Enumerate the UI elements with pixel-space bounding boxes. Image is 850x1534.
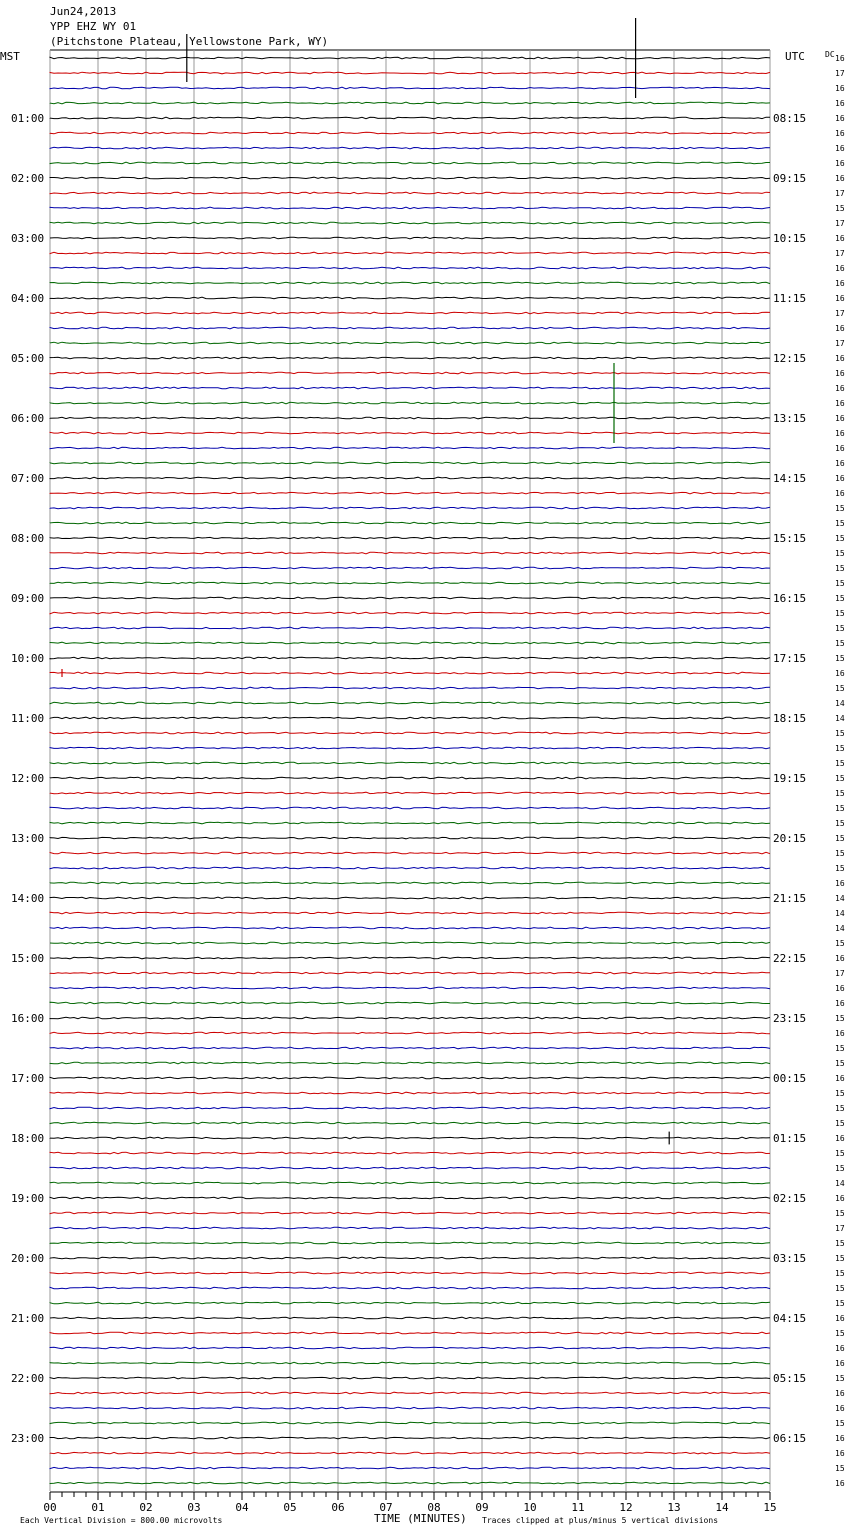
trace-group bbox=[50, 57, 770, 1484]
seismic-trace bbox=[50, 1077, 770, 1079]
dc-offset-label: 15 bbox=[835, 1104, 845, 1113]
seismic-trace bbox=[50, 657, 770, 659]
utc-hour-label: 12:15 bbox=[773, 352, 807, 365]
mst-hour-label: 12:00 bbox=[11, 772, 45, 785]
dc-offset-label: 14 bbox=[835, 1179, 845, 1188]
mst-hour-label: 18:00 bbox=[11, 1132, 45, 1145]
dc-offset-label: 16 bbox=[835, 669, 845, 678]
utc-hour-label: 00:15 bbox=[773, 1072, 807, 1085]
seismic-trace bbox=[50, 1242, 770, 1244]
seismic-trace bbox=[50, 147, 770, 149]
dc-offset-label: 16 bbox=[835, 489, 845, 498]
seismic-trace bbox=[50, 1422, 770, 1424]
dc-offset-label: 17 bbox=[835, 189, 845, 198]
dc-offset-label: 16 bbox=[835, 144, 845, 153]
x-axis-title: TIME (MINUTES) bbox=[374, 1512, 467, 1525]
clip-note: Traces clipped at plus/minus 5 vertical divisions bbox=[482, 1516, 719, 1525]
mst-hour-label: 04:00 bbox=[11, 292, 45, 305]
seismic-trace bbox=[50, 537, 770, 539]
seismic-trace bbox=[50, 882, 770, 884]
dc-offset-label: 15 bbox=[835, 849, 845, 858]
dc-offset-label: 17 bbox=[835, 69, 845, 78]
seismic-trace bbox=[50, 1407, 770, 1409]
dc-offset-label: 14 bbox=[835, 909, 845, 918]
seismic-trace bbox=[50, 867, 770, 869]
utc-hour-label: 18:15 bbox=[773, 712, 807, 725]
dc-offset-label: 17 bbox=[835, 969, 845, 978]
location-label: (Pitchstone Plateau, Yellowstone Park, WY) bbox=[50, 35, 329, 48]
dc-offset-label: 16 bbox=[835, 429, 845, 438]
mst-hour-label: 22:00 bbox=[11, 1372, 45, 1385]
dc-offset-label: 15 bbox=[835, 684, 845, 693]
dc-offset-label: 16 bbox=[835, 354, 845, 363]
x-tick-label: 15 bbox=[763, 1501, 777, 1514]
seismic-trace bbox=[50, 567, 770, 569]
dc-offset-label: 15 bbox=[835, 1254, 845, 1263]
seismic-trace bbox=[50, 132, 770, 134]
seismic-trace bbox=[50, 1182, 770, 1184]
mst-hour-label: 17:00 bbox=[11, 1072, 45, 1085]
dc-offset-label: 16 bbox=[835, 369, 845, 378]
seismic-trace bbox=[50, 1287, 770, 1289]
mst-hour-label: 14:00 bbox=[11, 892, 45, 905]
dc-offset-label: 16 bbox=[835, 54, 845, 63]
dc-offset-label: 16 bbox=[835, 954, 845, 963]
seismic-trace bbox=[50, 162, 770, 164]
dc-offset-label: 15 bbox=[835, 1329, 845, 1338]
mst-hour-label: 19:00 bbox=[11, 1192, 45, 1205]
dc-offset-label: 16 bbox=[835, 174, 845, 183]
dc-offset-label: 15 bbox=[835, 744, 845, 753]
dc-offset-label: 15 bbox=[835, 1269, 845, 1278]
seismic-trace bbox=[50, 702, 770, 704]
dc-offset-label: 15 bbox=[835, 534, 845, 543]
seismic-trace bbox=[50, 447, 770, 449]
seismic-trace bbox=[50, 732, 770, 734]
seismic-trace bbox=[50, 927, 770, 929]
dc-offset-label: 16 bbox=[835, 279, 845, 288]
seismic-trace bbox=[50, 312, 770, 314]
utc-hour-label: 02:15 bbox=[773, 1192, 807, 1205]
utc-hour-label: 20:15 bbox=[773, 832, 807, 845]
seismic-trace bbox=[50, 297, 770, 299]
seismic-trace bbox=[50, 387, 770, 389]
seismic-trace bbox=[50, 1152, 770, 1154]
dc-offset-label: 16 bbox=[835, 399, 845, 408]
dc-offset-label: 16 bbox=[835, 159, 845, 168]
dc-offset-label: 15 bbox=[835, 1284, 845, 1293]
dc-offset-label: 15 bbox=[835, 939, 845, 948]
seismic-trace bbox=[50, 1482, 770, 1484]
dc-offset-label: 16 bbox=[835, 234, 845, 243]
dc-offset-label: 15 bbox=[835, 594, 845, 603]
dc-offset-label: 15 bbox=[835, 564, 845, 573]
dc-offset-label: 16 bbox=[835, 1134, 845, 1143]
dc-offset-label: 16 bbox=[835, 474, 845, 483]
seismic-trace bbox=[50, 642, 770, 644]
scale-note: Each Vertical Division = 800.00 microvolts bbox=[20, 1516, 223, 1525]
mst-hour-label: 10:00 bbox=[11, 652, 45, 665]
dc-offset-label: 16 bbox=[835, 1359, 845, 1368]
seismic-trace bbox=[50, 852, 770, 854]
seismic-trace bbox=[50, 57, 770, 59]
dc-offset-label: 16 bbox=[835, 1389, 845, 1398]
dc-offset-label: 17 bbox=[835, 339, 845, 348]
dc-offset-label: 16 bbox=[835, 264, 845, 273]
seismic-trace bbox=[50, 1017, 770, 1019]
utc-hour-label: 01:15 bbox=[773, 1132, 807, 1145]
dc-offset-label: 14 bbox=[835, 894, 845, 903]
seismic-trace bbox=[50, 117, 770, 119]
dc-offset-label: 15 bbox=[835, 549, 845, 558]
seismic-trace bbox=[50, 672, 770, 674]
x-tick-label: 03 bbox=[187, 1501, 201, 1514]
seismic-trace bbox=[50, 87, 770, 89]
seismic-trace bbox=[50, 807, 770, 809]
mst-hour-label: 16:00 bbox=[11, 1012, 45, 1025]
dc-offset-label: 15 bbox=[835, 204, 845, 213]
dc-offset-label: 16 bbox=[835, 879, 845, 888]
dc-offset-label: 15 bbox=[835, 654, 845, 663]
x-axis bbox=[43, 1492, 776, 1514]
seismic-trace bbox=[50, 897, 770, 899]
utc-hour-label: 23:15 bbox=[773, 1012, 807, 1025]
utc-hour-label: 14:15 bbox=[773, 472, 807, 485]
x-tick-label: 14 bbox=[715, 1501, 729, 1514]
utc-hour-label: 06:15 bbox=[773, 1432, 807, 1445]
seismic-trace bbox=[50, 912, 770, 914]
dc-offset-label: 15 bbox=[835, 1089, 845, 1098]
seismic-trace bbox=[50, 612, 770, 614]
dc-offset-label: 16 bbox=[835, 384, 845, 393]
seismic-trace bbox=[50, 1122, 770, 1124]
seismic-trace bbox=[50, 582, 770, 584]
seismic-trace bbox=[50, 1092, 770, 1094]
x-tick-label: 13 bbox=[667, 1501, 681, 1514]
seismic-trace bbox=[50, 1227, 770, 1229]
utc-hour-label: 22:15 bbox=[773, 952, 807, 965]
dc-offset-label: 17 bbox=[835, 309, 845, 318]
mst-hour-label: 15:00 bbox=[11, 952, 45, 965]
seismic-trace bbox=[50, 507, 770, 509]
seismic-trace bbox=[50, 192, 770, 194]
utc-hour-label: 19:15 bbox=[773, 772, 807, 785]
seismic-trace bbox=[50, 282, 770, 284]
dc-offset-label: 15 bbox=[835, 759, 845, 768]
dc-offset-label: 17 bbox=[835, 249, 845, 258]
dc-offset-label: 16 bbox=[835, 1344, 845, 1353]
x-tick-label: 01 bbox=[91, 1501, 105, 1514]
seismic-trace bbox=[50, 1452, 770, 1454]
mst-hour-label: 07:00 bbox=[11, 472, 45, 485]
dc-offset-label: 15 bbox=[835, 639, 845, 648]
utc-hour-label: 21:15 bbox=[773, 892, 807, 905]
mst-hour-label: 23:00 bbox=[11, 1432, 45, 1445]
seismic-trace bbox=[50, 717, 770, 719]
seismic-trace bbox=[50, 462, 770, 464]
dc-offset-label: 15 bbox=[835, 1149, 845, 1158]
x-tick-label: 09 bbox=[475, 1501, 489, 1514]
x-tick-label: 10 bbox=[523, 1501, 537, 1514]
seismic-trace bbox=[50, 972, 770, 974]
utc-hour-label: 04:15 bbox=[773, 1312, 807, 1325]
dc-offset-label: 16 bbox=[835, 1434, 845, 1443]
dc-label: DC bbox=[825, 50, 835, 59]
dc-offset-label: 16 bbox=[835, 114, 845, 123]
seismic-trace bbox=[50, 477, 770, 479]
seismic-trace bbox=[50, 837, 770, 839]
dc-offset-label: 14 bbox=[835, 924, 845, 933]
x-tick-label: 06 bbox=[331, 1501, 345, 1514]
dc-offset-label: 15 bbox=[835, 774, 845, 783]
seismic-trace bbox=[50, 1047, 770, 1049]
dc-offset-label: 17 bbox=[835, 219, 845, 228]
x-tick-label: 00 bbox=[43, 1501, 57, 1514]
dc-offset-label: 15 bbox=[835, 1239, 845, 1248]
x-tick-label: 11 bbox=[571, 1501, 585, 1514]
seismic-trace bbox=[50, 627, 770, 629]
seismic-trace bbox=[50, 1317, 770, 1319]
dc-offset-label: 15 bbox=[835, 1374, 845, 1383]
seismic-trace bbox=[50, 762, 770, 764]
seismic-trace bbox=[50, 177, 770, 179]
dc-offset-label: 14 bbox=[835, 714, 845, 723]
seismic-trace bbox=[50, 987, 770, 989]
mst-hour-label: 02:00 bbox=[11, 172, 45, 185]
utc-hour-label: 17:15 bbox=[773, 652, 807, 665]
seismic-trace bbox=[50, 1002, 770, 1004]
seismic-trace bbox=[50, 1302, 770, 1304]
seismic-trace bbox=[50, 777, 770, 779]
utc-hour-label: 09:15 bbox=[773, 172, 807, 185]
grid-lines bbox=[50, 50, 770, 1491]
utc-hour-label: 13:15 bbox=[773, 412, 807, 425]
dc-offset-label: 16 bbox=[835, 1194, 845, 1203]
dc-offset-label: 15 bbox=[835, 789, 845, 798]
mst-hour-label: 08:00 bbox=[11, 532, 45, 545]
x-tick-label: 05 bbox=[283, 1501, 297, 1514]
seismic-trace bbox=[50, 1467, 770, 1469]
seismic-trace bbox=[50, 1197, 770, 1199]
dc-offset-label: 15 bbox=[835, 1164, 845, 1173]
dc-offset-label: 16 bbox=[835, 1029, 845, 1038]
seismic-trace bbox=[50, 1167, 770, 1169]
seismic-trace bbox=[50, 597, 770, 599]
dc-offset-label: 15 bbox=[835, 729, 845, 738]
dc-offset-label: 15 bbox=[835, 504, 845, 513]
seismic-trace bbox=[50, 252, 770, 254]
dc-offset-label: 15 bbox=[835, 834, 845, 843]
seismic-trace bbox=[50, 1362, 770, 1364]
seismic-trace bbox=[50, 747, 770, 749]
dc-offset-label: 15 bbox=[835, 1209, 845, 1218]
seismic-trace bbox=[50, 1107, 770, 1109]
seismic-trace bbox=[50, 222, 770, 224]
seismic-trace bbox=[50, 237, 770, 239]
x-tick-label: 04 bbox=[235, 1501, 249, 1514]
dc-offset-label: 16 bbox=[835, 1314, 845, 1323]
dc-offset-label: 15 bbox=[835, 1419, 845, 1428]
dc-offset-label: 16 bbox=[835, 324, 845, 333]
seismic-trace bbox=[50, 207, 770, 209]
seismic-trace bbox=[50, 1332, 770, 1334]
dc-offset-label: 16 bbox=[835, 1479, 845, 1488]
dc-offset-label: 15 bbox=[835, 819, 845, 828]
seismic-trace bbox=[50, 522, 770, 524]
seismic-trace bbox=[50, 1347, 770, 1349]
x-tick-label: 08 bbox=[427, 1501, 441, 1514]
seismic-trace bbox=[50, 1032, 770, 1034]
dc-offset-label: 15 bbox=[835, 1044, 845, 1053]
utc-hour-label: 10:15 bbox=[773, 232, 807, 245]
mst-hour-label: 03:00 bbox=[11, 232, 45, 245]
seismic-trace bbox=[50, 1437, 770, 1439]
dc-offset-label: 16 bbox=[835, 129, 845, 138]
seismic-trace bbox=[50, 102, 770, 104]
dc-offset-label: 15 bbox=[835, 519, 845, 528]
dc-offset-label: 16 bbox=[835, 414, 845, 423]
dc-offset-label: 15 bbox=[835, 1059, 845, 1068]
seismic-trace bbox=[50, 1377, 770, 1379]
utc-hour-label: 03:15 bbox=[773, 1252, 807, 1265]
dc-offset-label: 16 bbox=[835, 1404, 845, 1413]
mst-hour-label: 06:00 bbox=[11, 412, 45, 425]
seismic-trace bbox=[50, 792, 770, 794]
seismic-trace bbox=[50, 687, 770, 689]
x-tick-label: 07 bbox=[379, 1501, 393, 1514]
seismic-trace bbox=[50, 342, 770, 344]
utc-hour-label: 15:15 bbox=[773, 532, 807, 545]
seismic-trace bbox=[50, 492, 770, 494]
date-label: Jun24,2013 bbox=[50, 5, 117, 18]
mst-hour-label: 11:00 bbox=[11, 712, 45, 725]
seismic-trace bbox=[50, 1392, 770, 1394]
dc-offset-label: 15 bbox=[835, 1119, 845, 1128]
dc-offset-label: 16 bbox=[835, 459, 845, 468]
seismic-trace bbox=[50, 552, 770, 554]
dc-offset-label: 15 bbox=[835, 624, 845, 633]
dc-offset-label: 15 bbox=[835, 1014, 845, 1023]
x-tick-label: 12 bbox=[619, 1501, 633, 1514]
dc-offset-label: 16 bbox=[835, 1449, 845, 1458]
mst-hour-label: 20:00 bbox=[11, 1252, 45, 1265]
dc-offset-label: 15 bbox=[835, 609, 845, 618]
mst-hour-label: 09:00 bbox=[11, 592, 45, 605]
mst-hour-label: 21:00 bbox=[11, 1312, 45, 1325]
seismic-trace bbox=[50, 372, 770, 374]
seismic-trace bbox=[50, 432, 770, 434]
dc-offset-label: 17 bbox=[835, 1224, 845, 1233]
dc-offset-label: 16 bbox=[835, 84, 845, 93]
seismic-trace bbox=[50, 1257, 770, 1259]
seismic-trace bbox=[50, 357, 770, 359]
mst-hour-label: 05:00 bbox=[11, 352, 45, 365]
dc-offset-label: 16 bbox=[835, 444, 845, 453]
dc-offset-label: 16 bbox=[835, 984, 845, 993]
dc-offset-label: 16 bbox=[835, 999, 845, 1008]
seismic-trace bbox=[50, 942, 770, 944]
dc-offset-label: 15 bbox=[835, 1299, 845, 1308]
seismic-trace bbox=[50, 957, 770, 959]
seismic-trace bbox=[50, 1062, 770, 1064]
mst-hour-label: 01:00 bbox=[11, 112, 45, 125]
seismic-trace bbox=[50, 1212, 770, 1214]
dc-offset-label: 15 bbox=[835, 1464, 845, 1473]
mst-axis-label: MST bbox=[0, 50, 20, 63]
utc-hour-label: 05:15 bbox=[773, 1372, 807, 1385]
dc-offset-label: 15 bbox=[835, 804, 845, 813]
dc-offset-label: 15 bbox=[835, 864, 845, 873]
mst-hour-label: 13:00 bbox=[11, 832, 45, 845]
seismic-trace bbox=[50, 327, 770, 329]
seismic-trace bbox=[50, 1137, 770, 1139]
dc-offset-label: 16 bbox=[835, 1074, 845, 1083]
station-label: YPP EHZ WY 01 bbox=[50, 20, 137, 33]
utc-hour-label: 08:15 bbox=[773, 112, 807, 125]
seismic-trace bbox=[50, 267, 770, 269]
dc-offset-label: 16 bbox=[835, 99, 845, 108]
utc-axis-label: UTC bbox=[785, 50, 805, 63]
seismic-trace bbox=[50, 1272, 770, 1274]
utc-hour-label: 11:15 bbox=[773, 292, 807, 305]
seismic-trace bbox=[50, 417, 770, 419]
dc-offset-label: 15 bbox=[835, 579, 845, 588]
seismic-trace bbox=[50, 402, 770, 404]
seismic-trace bbox=[50, 72, 770, 74]
dc-offset-label: 16 bbox=[835, 294, 845, 303]
seismic-trace bbox=[50, 822, 770, 824]
dc-offset-label: 14 bbox=[835, 699, 845, 708]
utc-hour-label: 16:15 bbox=[773, 592, 807, 605]
x-tick-label: 02 bbox=[139, 1501, 153, 1514]
